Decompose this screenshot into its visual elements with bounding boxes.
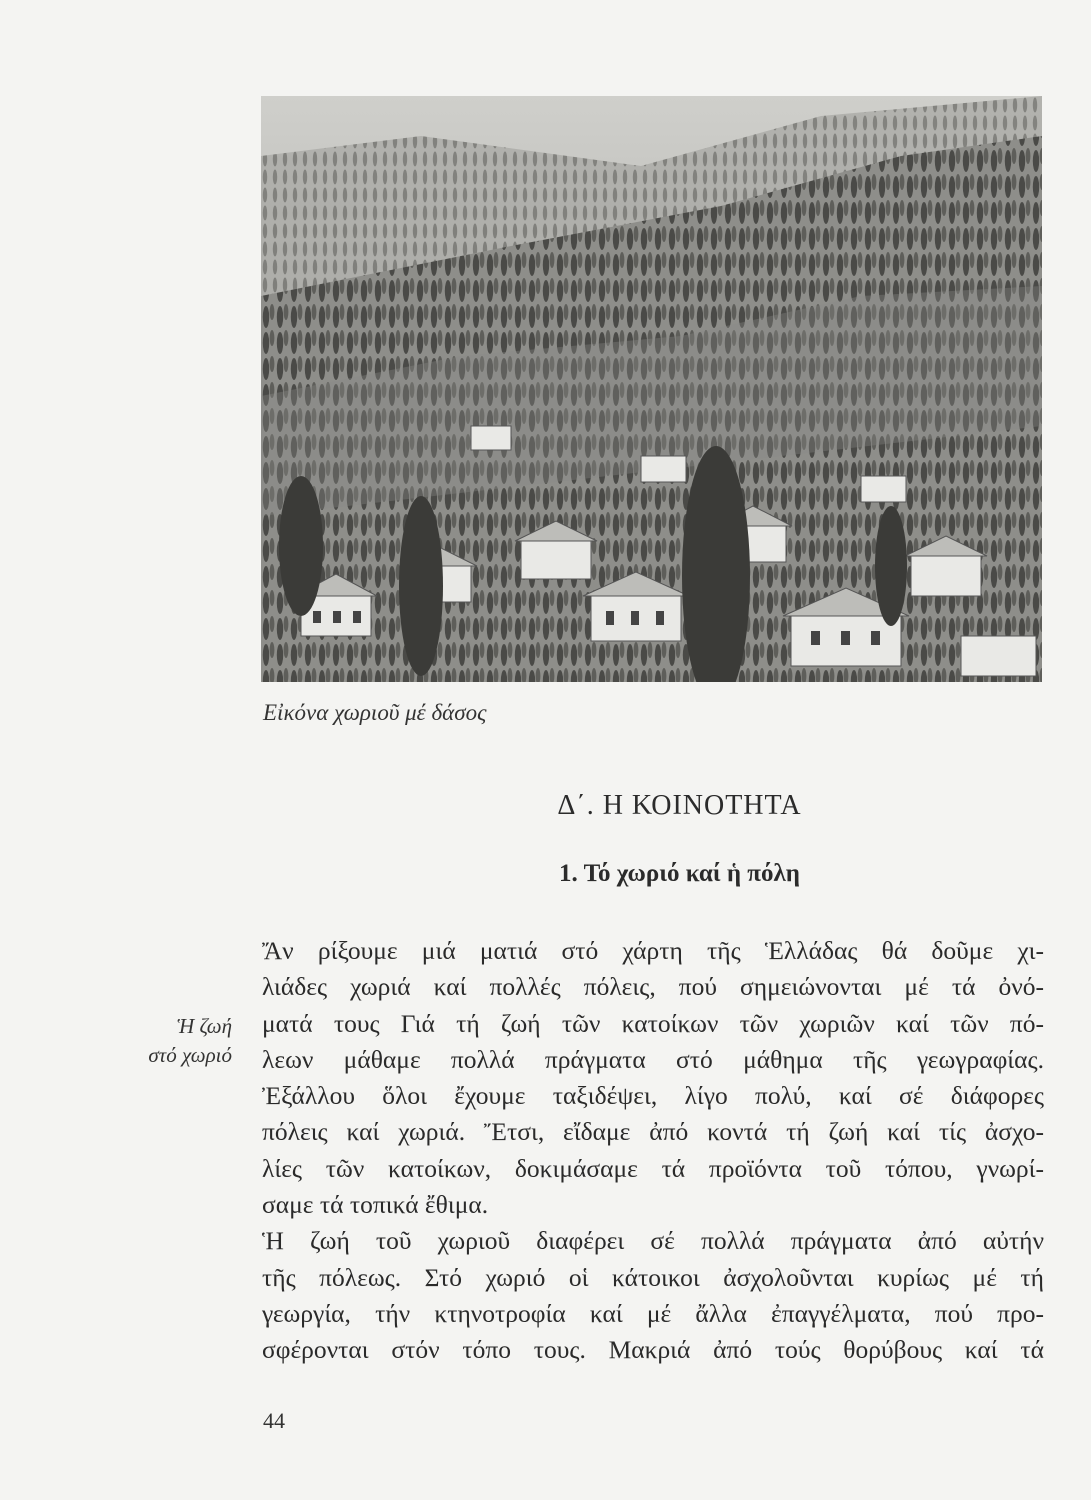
text-line: λίες τῶν κατοίκων, δοκιμάσαμε τά προϊόντα τοῦ τόπου, γνωρί- <box>262 1153 1044 1183</box>
text-line: Ἡ ζωή τοῦ χωριοῦ διαφέρει σέ πολλά πράγματα ἀπό αὐτήν <box>262 1226 1044 1256</box>
text-line: ματά τους Γιά τή ζωή τῶν κατοίκων τῶν χωριῶν καί τῶν πό- <box>262 1008 1044 1038</box>
text-line: τῆς πόλεως. Στό χωριό οἱ κάτοικοι ἀσχολοῦνται κυρίως μέ τή <box>262 1262 1044 1292</box>
illustration-svg <box>261 96 1042 682</box>
margin-note-line: στό χωριό <box>148 1043 232 1067</box>
text-line: σφέρονται στόν τόπο τους. Μακριά ἀπό τούς θορύβους καί τά <box>262 1335 1044 1365</box>
text-line: σαμε τά τοπικά ἔθιμα. <box>262 1190 489 1220</box>
text-line: πόλεις καί χωριά. Ἔτσι, εἴδαμε ἀπό κοντά τή ζωή καί τίς ἀσχο- <box>262 1117 1044 1147</box>
margin-note-line: Ἡ ζωή <box>176 1014 232 1038</box>
page-number: 44 <box>263 1408 285 1433</box>
section-title: 1. Τό χωριό καί ἡ πόλη <box>559 860 800 887</box>
text-line: λεων μάθαμε πολλά πράγματα στό μάθημα τῆς γεωγραφίας. <box>262 1044 1044 1074</box>
text-line: Ἄν ρίξουμε μιά ματιά στό χάρτη τῆς Ἑλλάδας θά δοῦμε χι- <box>262 936 1044 965</box>
village-forest-illustration <box>261 96 1042 682</box>
margin-note <box>100 1012 232 1070</box>
text-line: λιάδες χωριά καί πολλές πόλεις, πού σημειώνονται μέ τά ὀνό- <box>262 972 1044 1002</box>
figure-caption: Εἰκόνα χωριοῦ μέ δάσος <box>263 700 487 725</box>
text-line: γεωργία, τήν κτηνοτροφία καί μέ ἄλλα ἐπαγγέλματα, πού προ- <box>262 1298 1044 1328</box>
body-text <box>262 933 1044 1369</box>
text-line: Ἐξάλλου ὅλοι ἔχουμε ταξιδέψει, λίγο πολύ, καί σέ διάφορες <box>262 1081 1044 1111</box>
paragraph-1 <box>262 933 1044 1223</box>
paragraph-2 <box>262 1223 1044 1368</box>
chapter-title: Δ΄. Η ΚΟΙΝΟΤΗΤΑ <box>557 790 802 821</box>
